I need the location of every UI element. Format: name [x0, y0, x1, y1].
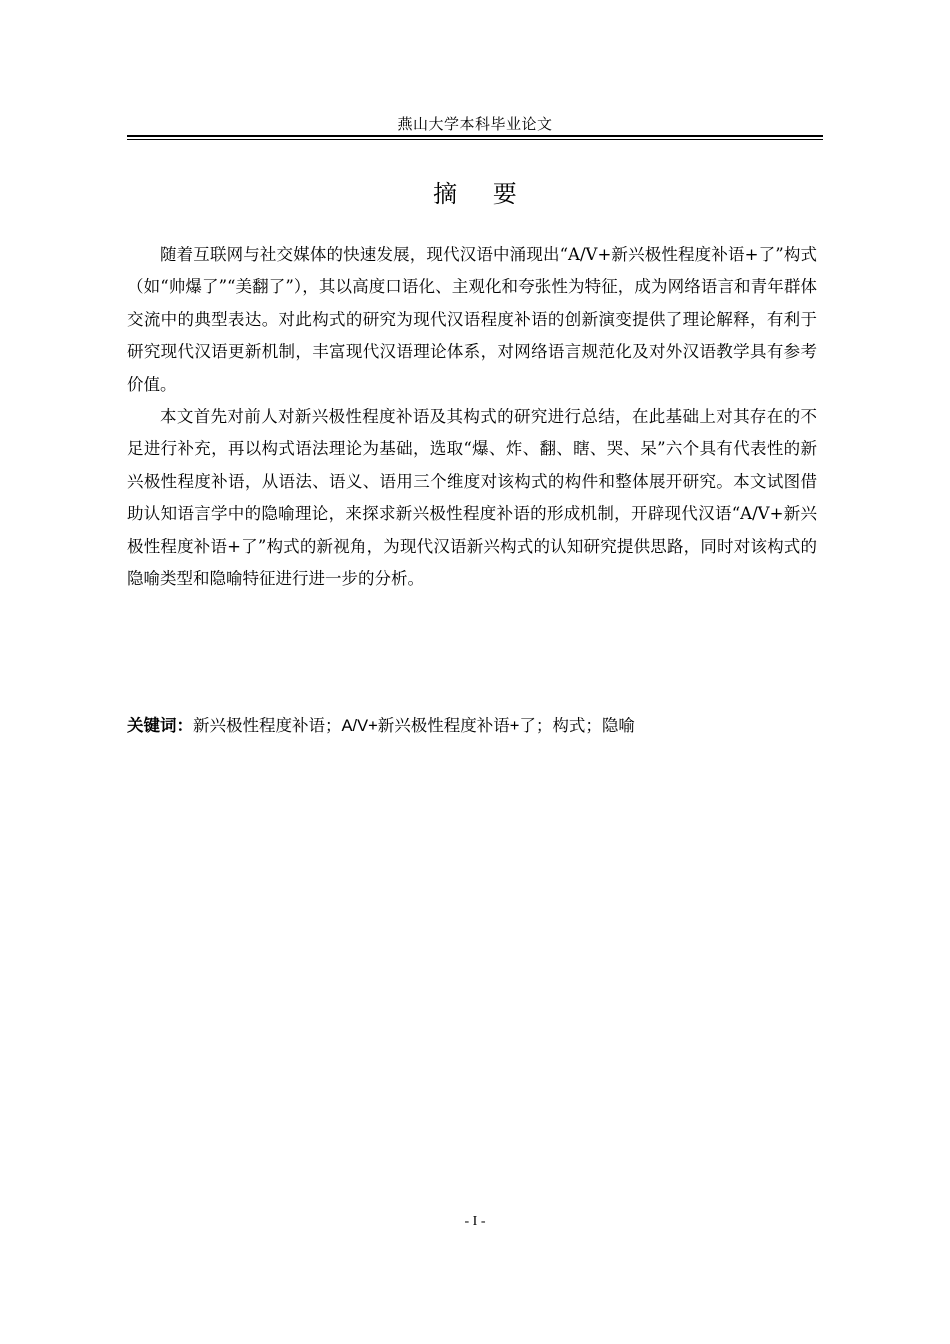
keywords-label: 关键词： [127, 716, 193, 735]
running-header-title: 燕山大学本科毕业论文 [397, 115, 553, 133]
page-number: - I - [464, 1214, 486, 1229]
abstract-paragraph-2: 本文首先对前人对新兴极性程度补语及其构式的研究进行总结，在此基础上对其存在的不足进行补充，再以构式语法理论为基础，选取“爆、炸、翻、瞎、哭、呆”六个具有代表性的新兴极性程度补语，从语法、语义、语用三个维度对该构式的构件和整体展开研究。本文试图借助认知语言学中的隐喻理论，来探求新兴极性程度补语的形成机制，开辟现代汉语“A/V+新兴极性程度补语+了”构式的新视角，为现代汉语新兴构式的认知研究提供思路，同时对该构式的隐喻类型和隐喻特征进行进一步的分析。 [127, 407, 817, 589]
header-rule-thin [127, 139, 823, 140]
abstract-paragraph-1: 随着互联网与社交媒体的快速发展，现代汉语中涌现出“A/V+新兴极性程度补语+了”构式（如“帅爆了”“美翻了”），其以高度口语化、主观化和夸张性为特征，成为网络语言和青年群体交流中的典型表达。对此构式的研究为现代汉语程度补语的创新演变提供了理论解释，有利于研究现代汉语更新机制，丰富现代汉语理论体系，对网络语言规范化及对外汉语教学具有参考价值。 [127, 245, 817, 394]
keywords-text: 新兴极性程度补语；A/V+新兴极性程度补语+了；构式；隐喻 [193, 717, 635, 735]
abstract-body [127, 239, 817, 595]
abstract-title: 摘 要 [433, 180, 531, 208]
header-rule-thick [127, 135, 823, 137]
keywords-line [127, 710, 827, 742]
